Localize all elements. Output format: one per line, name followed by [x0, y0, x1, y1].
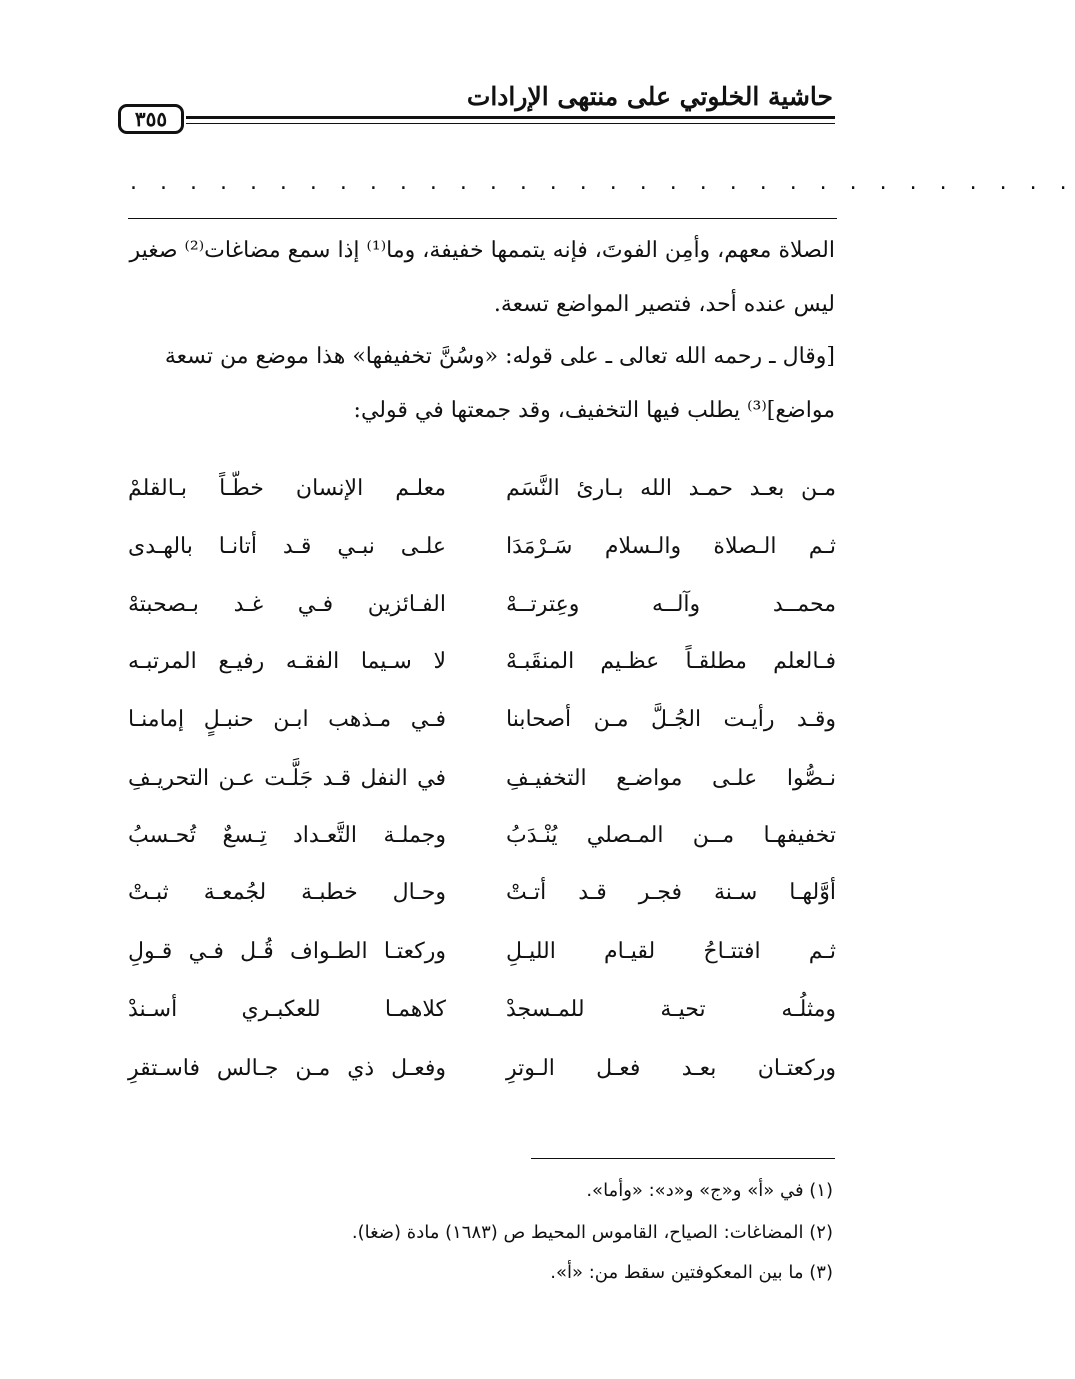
verse-first-hemistich: محمــد وآلــه وعِترتــهْ: [506, 592, 836, 617]
verse-first-hemistich: ثـم افتتـاحُ لقيـام الليـلِ: [506, 939, 836, 964]
verse-line: [128, 592, 836, 632]
verse-first-hemistich: ثـم الـصلاة والـسلام سَـرْمَدَا: [506, 534, 836, 559]
verse-second-hemistich: وفعـل ذي مـن جـالس فاسـتقرِ: [128, 1056, 446, 1081]
body-line: [وقال ـ رحمه الله تعالى ـ على قوله: «وسُنَّ تخفيفها» هذا موضع من تسعة: [164, 344, 835, 369]
verse-line: [128, 823, 836, 863]
verse-second-hemistich: كلاهمـا للعكبـري أسـندْ: [128, 997, 446, 1022]
verse-second-hemistich: لا سـيما الفقـه رفيـع المرتبـه: [128, 649, 446, 674]
verse-first-hemistich: وركعتـان بعـد فعـل الـوترِ: [506, 1056, 836, 1081]
page-number: ٣٥٥: [118, 104, 184, 134]
verse-first-hemistich: مـن بعـد حمـد الله بـارئ النَّسَم: [506, 476, 836, 501]
body-line: الصلاة معهم، وأمِن الفوتَ، فإنه يتممها خفيفة، وما⁽¹⁾ إذا سمع مضاغات⁽²⁾ صغير: [129, 238, 835, 263]
verse-first-hemistich: فـالعلم مطلقـاً عظـيم المنقَبـهْ: [506, 649, 836, 674]
separator-dots: . . . . . . . . . . . . . . . . . . . . . . . . . . . . . . . .: [130, 170, 1075, 195]
verse-second-hemistich: فـي مـذهب ابـن حنبـلٍ إمامنـا: [128, 707, 446, 732]
verse-line: [128, 476, 836, 516]
verse-second-hemistich: في النفل قـد جَلَّـت عـن التحريـفِ: [128, 766, 446, 791]
verse-line: [128, 707, 836, 747]
footnote: (٢) المضاغات: الصياح، القاموس المحيط ص (١٦٨٣) مادة (ضغا).: [351, 1222, 833, 1243]
verse-first-hemistich: نـصُّوا علـى مواضـع التخفيـفِ: [506, 766, 836, 791]
header-rule-thin: [186, 123, 835, 124]
running-title: حاشية الخلوتي على منتهى الإرادات: [466, 82, 833, 111]
verse-first-hemistich: وقـد رأيـت الجُـلَّ مـن أصحابنا: [506, 707, 836, 732]
body-line: ليس عنده أحد، فتصير المواضع تسعة.: [493, 292, 835, 317]
verse-second-hemistich: معلـم الإنسان خطّـاً بـالقلمْ: [128, 476, 446, 501]
verse-line: [128, 880, 836, 920]
verse-second-hemistich: وحـال خطبـة لجُمعـة ثبـتْ: [128, 880, 446, 905]
verse-line: [128, 1056, 836, 1096]
verse-line: [128, 997, 836, 1037]
verse-second-hemistich: الفـائزين فـي غـد بـصحبتهْ: [128, 592, 446, 617]
footnote: (٣) ما بين المعكوفتين سقط من: «أ».: [550, 1262, 833, 1283]
verse-first-hemistich: تخفيفهـا مــن المـصلي يُنْـدَبُ: [506, 823, 836, 848]
verse-line: [128, 649, 836, 689]
footnote-rule: [531, 1158, 835, 1159]
verse-first-hemistich: أوَّلهـا سـنة فجـر قـد أتـتْ: [506, 880, 836, 905]
verse-second-hemistich: وجملـة التَّعـداد تِـسعٌ تُحـسبُ: [128, 823, 446, 848]
verse-first-hemistich: ومثلُـه تحيـة للمـسجدْ: [506, 997, 836, 1022]
header-rule: [186, 116, 835, 119]
body-rule: [128, 218, 837, 219]
footnote: (١) في «أ» و«ج» و«د»: «وأما».: [586, 1180, 833, 1201]
verse-second-hemistich: وركعتـا الطـواف قُـل فـي قـولِ: [128, 939, 446, 964]
verse-line: [128, 939, 836, 979]
verse-line: [128, 534, 836, 574]
verse-line: [128, 766, 836, 806]
verse-second-hemistich: علـى نبـي قـد أتانـا بالهـدى: [128, 534, 446, 559]
body-line: مواضع]⁽³⁾ يطلب فيها التخفيف، وقد جمعتها في قولي:: [353, 398, 835, 423]
